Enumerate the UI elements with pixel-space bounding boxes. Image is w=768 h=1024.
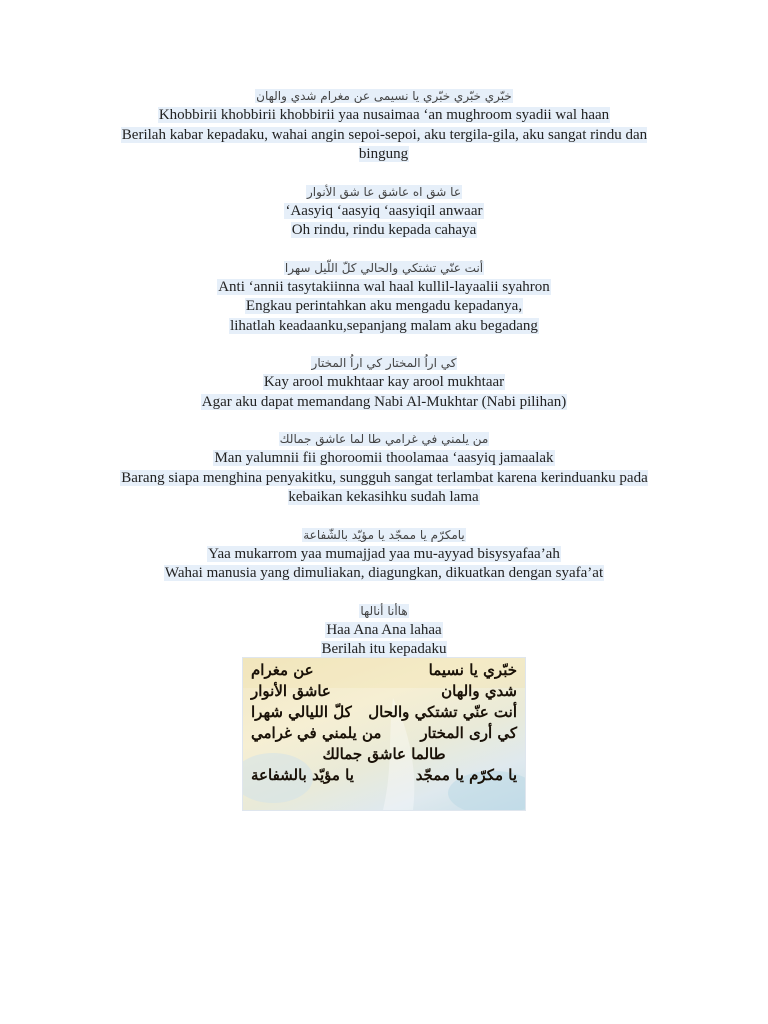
translation-line: Wahai manusia yang dimuliakan, diagungkan, dikuatkan dengan syafa’at: [164, 565, 604, 581]
calligraphy-image: [242, 657, 526, 811]
arabic-line: من يلمني في غرامي طا لما عاشق جمالك: [279, 432, 489, 446]
translation-line: lihatlah keadaanku,sepanjang malam aku begadang: [230, 317, 538, 334]
stanza-6: [0, 525, 768, 584]
translation-line: Oh rindu, rindu kepada cahaya: [291, 222, 477, 238]
calligraphy-phrase: كلّ الليالي شهرا: [251, 703, 352, 721]
transliteration-line: Anti ‘annii tasytakiinna wal haal kullil-layaalii syahron: [218, 278, 550, 295]
transliteration-line: Man yalumnii fii ghoroomii thoolamaa ‘aasyiq jamaalak: [214, 450, 554, 466]
calligraphy-row: [243, 660, 525, 681]
transliteration-line: Haa Ana Ana lahaa: [326, 621, 442, 638]
stanza-2: [0, 182, 768, 241]
transliteration-line: ‘Aasyiq ‘aasyiq ‘aasyiqil anwaar: [285, 202, 483, 219]
arabic-line: كي اراُ المختار كي اراُ المختار: [311, 356, 457, 370]
calligraphy-phrase: كي أرى المختار: [420, 724, 517, 742]
translation-line: Berilah kabar kepadaku, wahai angin sepoi-sepoi, aku tergila-gila, aku sangat rindu dan bingung: [121, 126, 648, 162]
calligraphy-phrase: طالما عاشق جمالك: [322, 745, 446, 763]
translation-line: Engkau perintahkan aku mengadu kepadanya,: [245, 298, 523, 314]
calligraphy-phrase: عن مغرام: [251, 661, 314, 679]
calligraphy-row: [243, 723, 525, 744]
stanza-4: [0, 353, 768, 412]
calligraphy-row: [243, 744, 525, 765]
translation-line: Berilah itu kepadaku: [321, 641, 447, 657]
calligraphy-row: [243, 702, 525, 723]
calligraphy-phrase: من يلمني في غرامي: [251, 724, 382, 742]
transliteration-line: Yaa mukarrom yaa mumajjad yaa mu-ayyad bisysyafaa’ah: [208, 545, 560, 562]
calligraphy-phrase: أنت عنّي تشتكي والحال: [368, 703, 517, 721]
calligraphy-phrase: يا مؤيّد بالشفاعة: [251, 766, 354, 784]
stanza-1: [0, 86, 768, 165]
translation-line: Barang siapa menghina penyakitku, sungguh sangat terlambat karena kerinduanku pada kebaikan kekasihku sudah lama: [121, 469, 648, 505]
arabic-line: هاأنا أنالها: [360, 603, 408, 618]
lyrics-document: [0, 86, 768, 677]
calligraphy-row: [243, 681, 525, 702]
calligraphy-phrase: شدي والهان: [441, 682, 517, 700]
calligraphy-phrase: يا مكرّم يا ممجّد: [415, 766, 517, 784]
calligraphy-row: [243, 765, 525, 786]
translation-line: Agar aku dapat memandang Nabi Al-Mukhtar (Nabi pilihan): [201, 393, 567, 410]
transliteration-line: Khobbirii khobbirii khobbirii yaa nusaimaa ‘an mughroom syadii wal haan: [158, 107, 610, 123]
arabic-line: أنت عنّي تشتكي والحالي كلّ اللّيل سهرا: [284, 260, 484, 275]
stanza-7: [0, 601, 768, 660]
arabic-line: يامكرّم يا ممجّد يا مؤيّد بالشّفاعة: [303, 527, 465, 542]
arabic-line: عا شق اه عاشق عا شق الأنوار: [307, 184, 461, 199]
calligraphy-phrase: عاشق الأنوار: [251, 682, 331, 700]
stanza-3: [0, 258, 768, 337]
stanza-5: [0, 429, 768, 508]
arabic-line: خبّري خبّري خبّري يا نسيمى عن مغرام شدي والهان: [256, 89, 512, 103]
calligraphy-phrase: خبّري يا نسيما: [428, 661, 517, 679]
transliteration-line: Kay arool mukhtaar kay arool mukhtaar: [263, 374, 505, 390]
calligraphy-rows: [243, 660, 525, 808]
